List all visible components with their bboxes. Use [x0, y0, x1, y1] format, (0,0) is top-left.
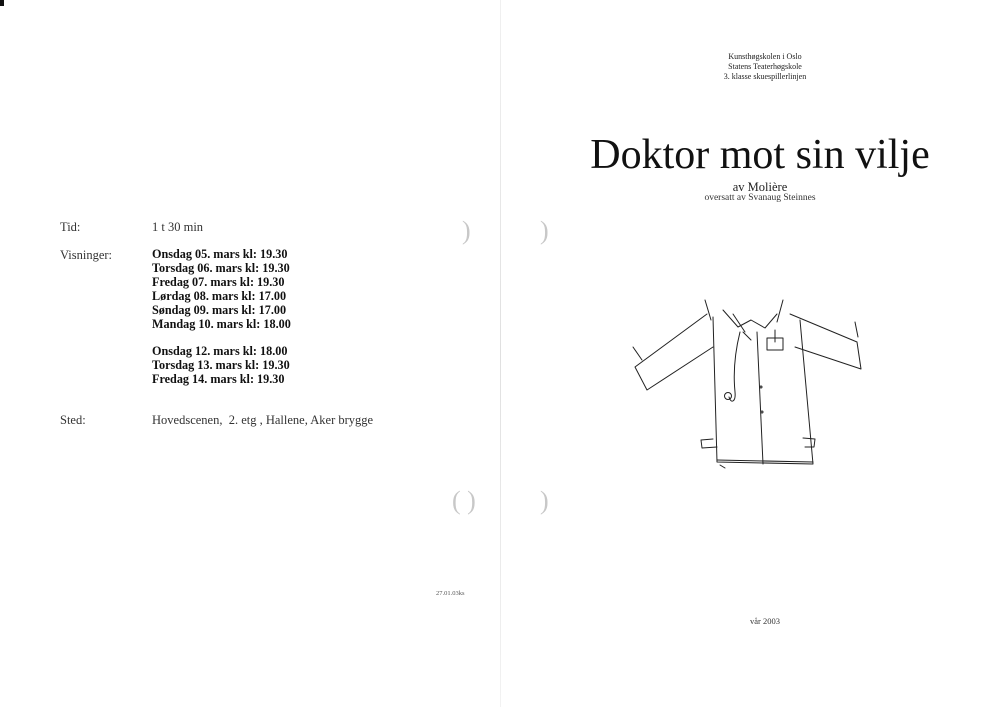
week-spacer	[152, 331, 291, 344]
show-date: Fredag 07. mars kl: 19.30	[152, 275, 285, 289]
show-date: Fredag 14. mars kl: 19.30	[152, 372, 285, 386]
school-line: 3. klasse skuespillerlinjen	[723, 72, 807, 81]
show-date: Torsdag 06. mars kl: 19.30	[152, 261, 290, 275]
document-id: 27.01.03ks	[436, 590, 465, 597]
show-date: Søndag 09. mars kl: 17.00	[152, 303, 287, 317]
right-sleeve-tab	[855, 322, 858, 337]
binder-hole-left-bottom: ( )	[452, 486, 476, 515]
show-date: Onsdag 05. mars kl: 19.30	[152, 247, 288, 261]
school-header	[690, 52, 840, 82]
scan-corner-mark	[0, 0, 4, 6]
show-date: Lørdag 08. mars kl: 17.00	[152, 289, 287, 303]
stethoscope	[729, 332, 740, 401]
coat-body	[713, 317, 813, 464]
duration-value: 1 t 30 min	[152, 220, 204, 234]
translator-line: oversatt av Svanaug Steinnes	[704, 193, 816, 203]
binder-hole-right-bottom: )	[540, 486, 549, 515]
shows-label: Visninger:	[60, 248, 113, 262]
coat-collar	[723, 310, 777, 328]
doctor-coat-sketch	[625, 292, 875, 477]
author-line: av Molière	[732, 180, 788, 194]
binder-hole-left-top: )	[462, 216, 471, 245]
season-label: vår 2003	[750, 616, 780, 626]
left-sleeve	[635, 314, 713, 390]
show-date: Mandag 10. mars kl: 18.00	[152, 317, 291, 331]
page-fold	[500, 0, 501, 707]
school-line: Kunsthøgskolen i Oslo	[728, 52, 802, 61]
school-line: Statens Teaterhøgskole	[728, 62, 802, 71]
coat-placket	[757, 332, 763, 464]
left-sleeve-tab	[633, 347, 642, 360]
venue-label: Sted:	[60, 413, 86, 427]
show-date: Onsdag 12. mars kl: 18.00	[152, 344, 288, 358]
show-date: Torsdag 13. mars kl: 19.30	[152, 358, 290, 372]
venue-value: Hovedscenen, 2. etg , Hallene, Aker brygge	[152, 413, 374, 427]
binder-hole-right-top: )	[540, 216, 549, 245]
play-title: Doktor mot sin vilje	[590, 132, 930, 178]
duration-label: Tid:	[60, 220, 81, 234]
shows-list	[152, 247, 291, 386]
